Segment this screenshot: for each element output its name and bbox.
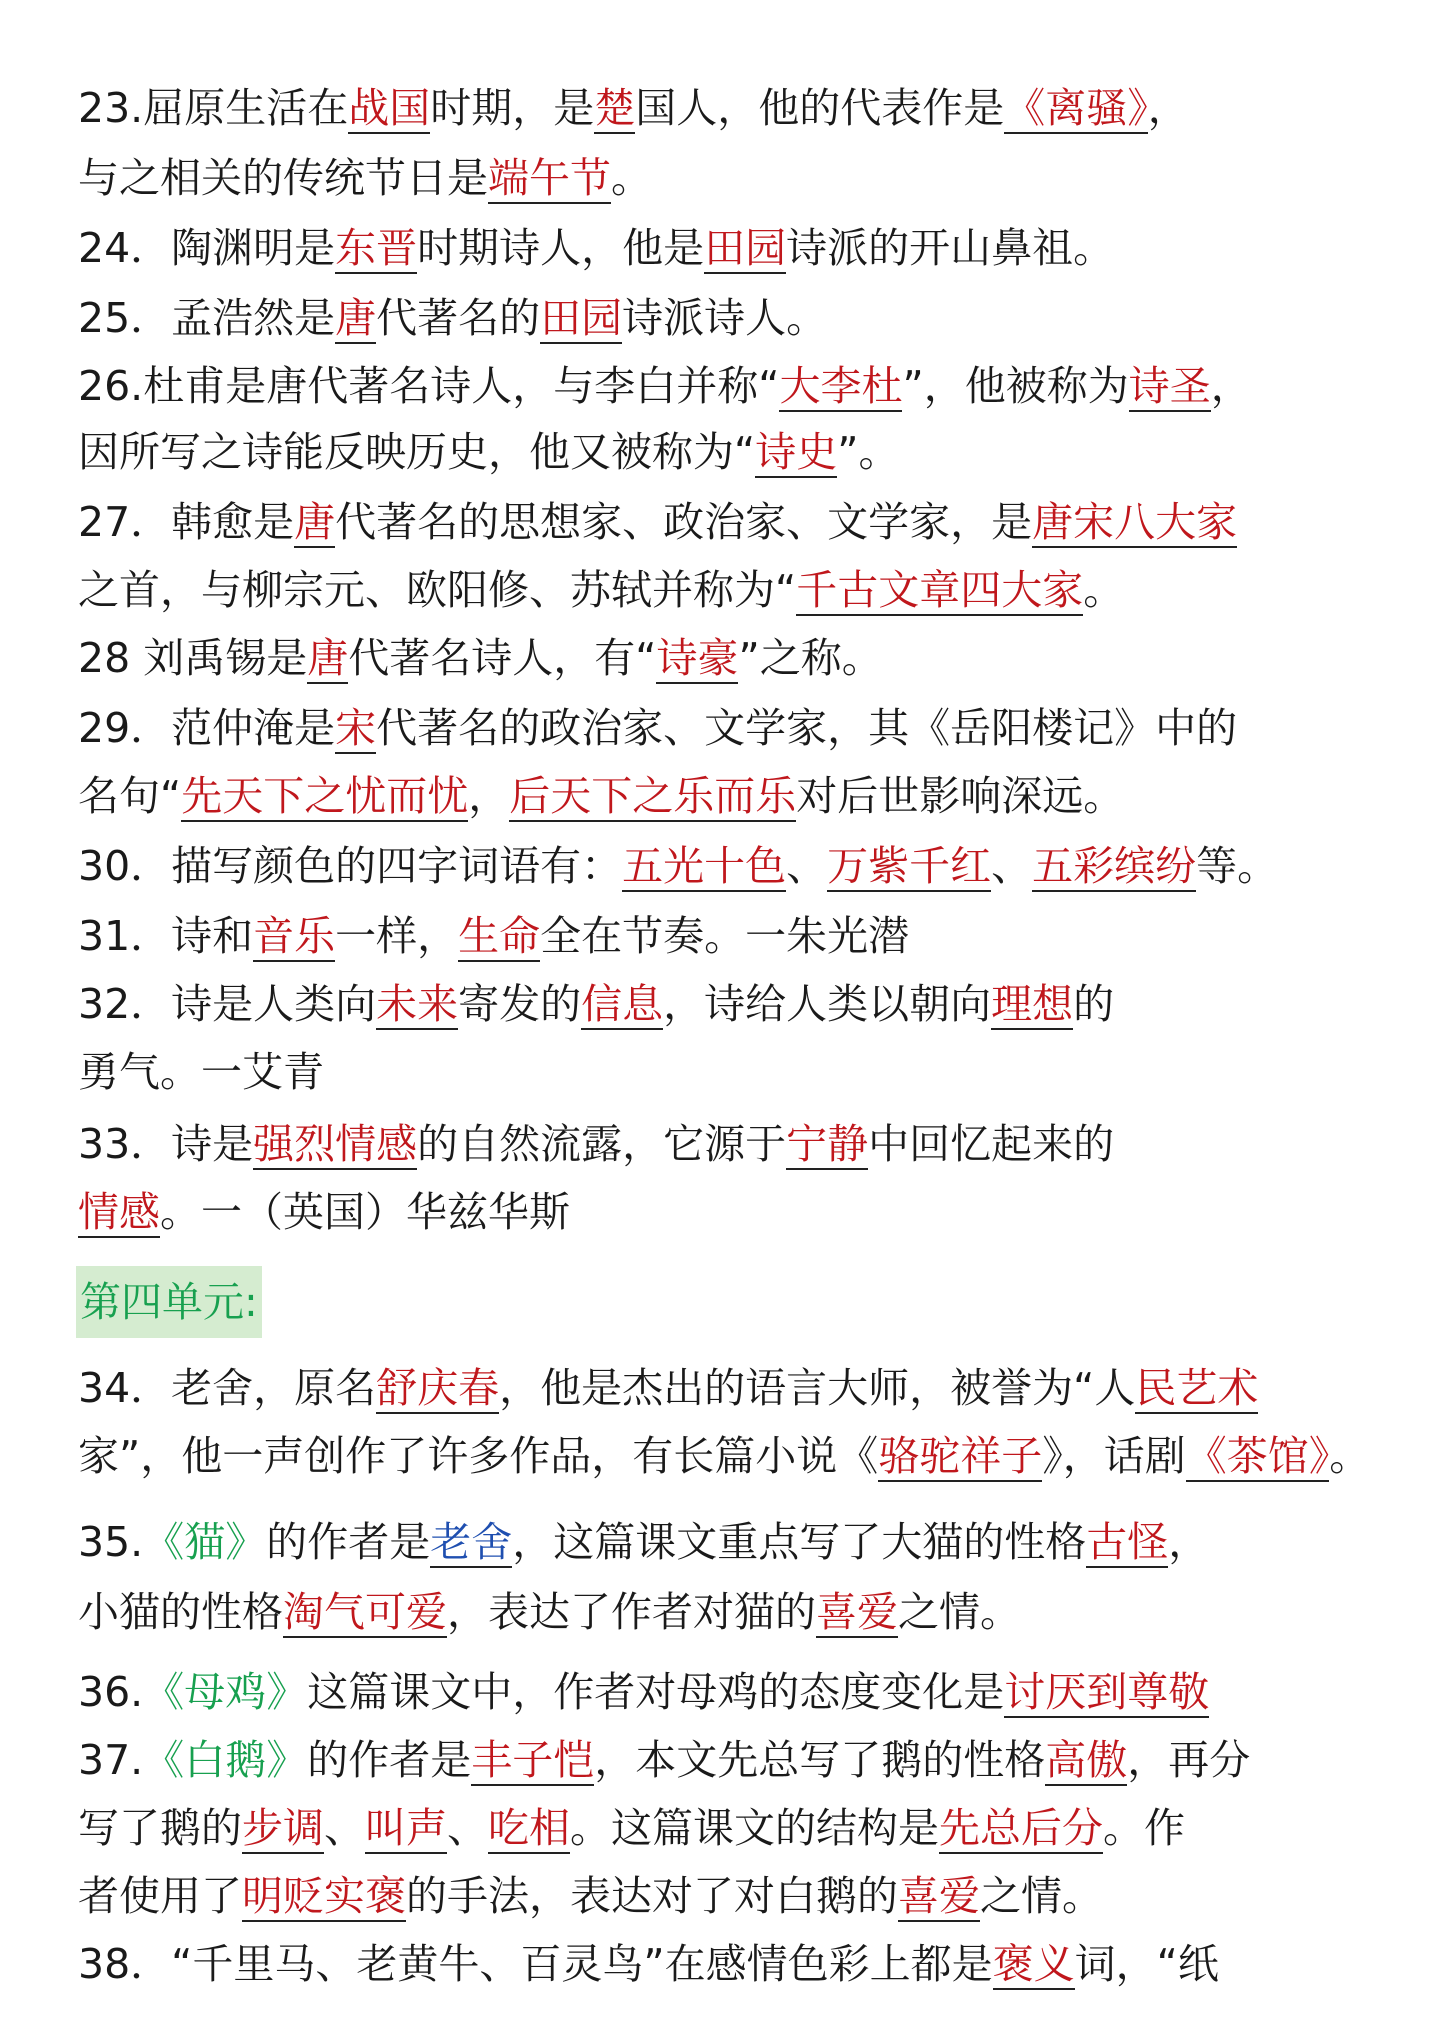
question-text: 小猫的性格: [78, 1588, 283, 1636]
answer-blank: 喜爱: [816, 1588, 898, 1636]
question-text: 等。: [1196, 842, 1279, 890]
question-text: 一样，: [335, 912, 459, 960]
question-line: [78, 904, 1378, 968]
answer-blank: 田园: [704, 224, 787, 272]
question-line: [78, 420, 1378, 484]
question-text: 24．陶渊明是: [78, 224, 336, 272]
answer-blank: 吃相: [488, 1804, 570, 1852]
answer-blank: 宁静: [786, 1120, 869, 1168]
question-text: 、: [447, 1804, 488, 1852]
question-text: 国人，他的代表作是: [635, 84, 1005, 132]
answer-blank: 田园: [540, 294, 623, 342]
question-text: 时期诗人，他是: [417, 224, 705, 272]
question-text: 38．“千里马、老黄牛、百灵鸟”在感情色彩上都是: [78, 1940, 993, 1988]
answer-blank: 后天下之乐而乐: [509, 772, 797, 820]
highlighted-title: 《白鹅》: [143, 1736, 308, 1784]
question-text: 。作: [1103, 1804, 1185, 1852]
question-text: 。: [1083, 566, 1125, 614]
answer-blank: 生命: [458, 912, 541, 960]
question-line: [78, 1660, 1378, 1724]
question-line: [78, 696, 1378, 760]
question-text: ，本文先总写了鹅的性格: [594, 1736, 1046, 1784]
question-line: [78, 834, 1378, 898]
answer-blank: 丰子恺: [471, 1736, 595, 1784]
question-text: 中回忆起来的: [868, 1120, 1115, 1168]
answer-blank: 诗圣: [1128, 362, 1211, 410]
question-text: 对后世影响深远。: [796, 772, 1125, 820]
question-line: [78, 764, 1378, 828]
question-text: 25．孟浩然是: [78, 294, 336, 342]
answer-blank: 高傲: [1045, 1736, 1128, 1784]
question-text: 诗派诗人。: [622, 294, 828, 342]
question-text: 寄发的: [458, 980, 582, 1028]
answer-blank: 《离骚》: [1004, 84, 1148, 132]
question-line: [78, 76, 1378, 140]
answer-blank: 唐: [307, 634, 349, 682]
question-text: 与之相关的传统节日是: [78, 154, 488, 202]
answer-blank: 老舍: [430, 1518, 513, 1566]
answer-blank: 诗豪: [656, 634, 739, 682]
question-text: ，表达了作者对猫的: [447, 1588, 816, 1636]
question-text: 的: [1073, 980, 1115, 1028]
answer-blank: 明贬实褒: [242, 1872, 406, 1920]
answer-blank: 叫声: [365, 1804, 447, 1852]
question-text: 代著名的: [376, 294, 541, 342]
answer-blank: 理想: [991, 980, 1074, 1028]
question-line: [78, 1112, 1378, 1176]
question-line: [78, 1864, 1378, 1928]
question-text: ，这篇课文重点写了大猫的性格: [512, 1518, 1087, 1566]
answer-blank: 淘气可爱: [283, 1588, 447, 1636]
question-text: ”，他被称为: [902, 362, 1129, 410]
answer-blank: 舒庆春: [376, 1364, 500, 1412]
answer-blank: 《茶馆》: [1185, 1432, 1330, 1480]
question-text: 》，话剧: [1042, 1432, 1186, 1480]
question-text: 诗派的开山鼻祖。: [786, 224, 1115, 272]
question-line: [78, 1040, 1378, 1104]
question-text: 30．描写颜色的四字词语有：: [78, 842, 623, 890]
question-text: 37.: [78, 1736, 144, 1784]
question-line: [78, 1932, 1378, 1996]
question-line: [78, 286, 1378, 350]
question-text: 的作者是: [307, 1736, 472, 1784]
question-text: 家”，他一声创作了许多作品，有长篇小说《: [78, 1432, 879, 1480]
question-text: 29．范仲淹是: [78, 704, 336, 752]
answer-blank: 喜爱: [898, 1872, 980, 1920]
answer-blank: 先总后分: [939, 1804, 1103, 1852]
answer-blank: 讨厌到尊敬: [1004, 1668, 1210, 1716]
question-text: ，再分: [1127, 1736, 1251, 1784]
question-text: ”之称。: [738, 634, 883, 682]
question-text: 之情。: [898, 1588, 1021, 1636]
question-text: 34．老舍，原名: [78, 1364, 377, 1412]
question-line: [78, 1180, 1378, 1244]
question-text: ”。: [837, 428, 900, 476]
question-text: 的作者是: [266, 1518, 431, 1566]
question-text: 者使用了: [78, 1872, 242, 1920]
question-text: ，诗给人类以朝向: [663, 980, 992, 1028]
answer-blank: 未来: [376, 980, 459, 1028]
answer-blank: 信息: [581, 980, 664, 1028]
question-text: 36.: [78, 1668, 144, 1716]
question-text: 代著名的政治家、文学家，其《岳阳楼记》中的: [376, 704, 1238, 752]
question-line: [78, 1510, 1378, 1574]
question-line: [78, 146, 1378, 210]
answer-blank: 音乐: [253, 912, 336, 960]
question-line: [78, 1356, 1378, 1420]
answer-blank: 褒义: [992, 1940, 1075, 1988]
question-line: [78, 354, 1378, 418]
answer-blank: 情感: [78, 1188, 160, 1236]
answer-blank: 万紫千红: [827, 842, 992, 890]
question-line: [78, 558, 1378, 622]
answer-blank: 楚: [594, 84, 636, 132]
question-text: ，: [1168, 1518, 1210, 1566]
question-text: 。: [1329, 1432, 1371, 1480]
question-text: 31．诗和: [78, 912, 254, 960]
question-line: [78, 1580, 1378, 1644]
question-text: 23.屈原生活在: [78, 84, 349, 132]
question-line: [78, 972, 1378, 1036]
question-line: [78, 490, 1378, 554]
question-text: ，: [1210, 362, 1252, 410]
answer-blank: 步调: [242, 1804, 324, 1852]
question-text: 。一（英国）华兹华斯: [160, 1188, 570, 1236]
answer-blank: 诗史: [755, 428, 838, 476]
answer-blank: 五彩缤纷: [1032, 842, 1197, 890]
question-text: 代著名诗人，有“: [348, 634, 657, 682]
answer-blank: 唐宋八大家: [1032, 498, 1238, 546]
answer-blank: 战国: [348, 84, 431, 132]
question-text: 26.杜甫是唐代著名诗人，与李白并称“: [78, 362, 780, 410]
question-text: 、: [324, 1804, 365, 1852]
answer-blank: 宋: [335, 704, 377, 752]
question-text: 、: [991, 842, 1033, 890]
answer-blank: 东晋: [335, 224, 418, 272]
question-text: 因所写之诗能反映历史，他又被称为“: [78, 428, 756, 476]
question-text: 之首，与柳宗元、欧阳修、苏轼并称为“: [78, 566, 797, 614]
question-text: 35.: [78, 1518, 144, 1566]
question-text: 词，“纸: [1074, 1940, 1219, 1988]
answer-blank: 唐: [294, 498, 336, 546]
question-line: [78, 626, 1378, 690]
answer-blank: 骆驼祥子: [878, 1432, 1043, 1480]
question-text: 。: [611, 154, 652, 202]
answer-blank: 先天下之忧而忧: [181, 772, 469, 820]
question-text: 全在节奏。一朱光潜: [540, 912, 910, 960]
question-text: 写了鹅的: [78, 1804, 242, 1852]
question-line: [78, 216, 1378, 280]
answer-blank: 端午节: [488, 154, 611, 202]
answer-blank: 古怪: [1086, 1518, 1169, 1566]
question-text: ，: [468, 772, 510, 820]
question-text: 之情。: [980, 1872, 1103, 1920]
answer-blank: 强烈情感: [253, 1120, 418, 1168]
question-text: 27．韩愈是: [78, 498, 295, 546]
question-text: ，: [1147, 84, 1189, 132]
highlighted-title: 《母鸡》: [143, 1668, 308, 1716]
question-text: 这篇课文中，作者对母鸡的态度变化是: [307, 1668, 1005, 1716]
section-heading-unit-4: 第四单元:: [76, 1266, 262, 1338]
question-text: 的自然流露，它源于: [417, 1120, 787, 1168]
answer-blank: 民艺术: [1135, 1364, 1259, 1412]
answer-blank: 大李杜: [779, 362, 903, 410]
question-text: 33．诗是: [78, 1120, 254, 1168]
question-text: 勇气。一艾青: [78, 1048, 324, 1096]
question-text: 28 刘禹锡是: [78, 634, 308, 682]
answer-blank: 唐: [335, 294, 377, 342]
question-text: 。这篇课文的结构是: [570, 1804, 939, 1852]
question-text: ，他是杰出的语言大师，被誉为“人: [499, 1364, 1136, 1412]
question-text: 名句“: [78, 772, 182, 820]
question-text: 的手法，表达对了对白鹅的: [406, 1872, 898, 1920]
question-line: [78, 1796, 1378, 1860]
question-text: 32．诗是人类向: [78, 980, 377, 1028]
highlighted-title: 《猫》: [143, 1518, 267, 1566]
question-line: [78, 1424, 1378, 1488]
question-text: 代著名的思想家、政治家、文学家，是: [335, 498, 1033, 546]
answer-blank: 五光十色: [622, 842, 787, 890]
question-line: [78, 1728, 1378, 1792]
question-text: 时期，是: [430, 84, 595, 132]
question-text: 、: [786, 842, 828, 890]
answer-blank: 千古文章四大家: [796, 566, 1084, 614]
